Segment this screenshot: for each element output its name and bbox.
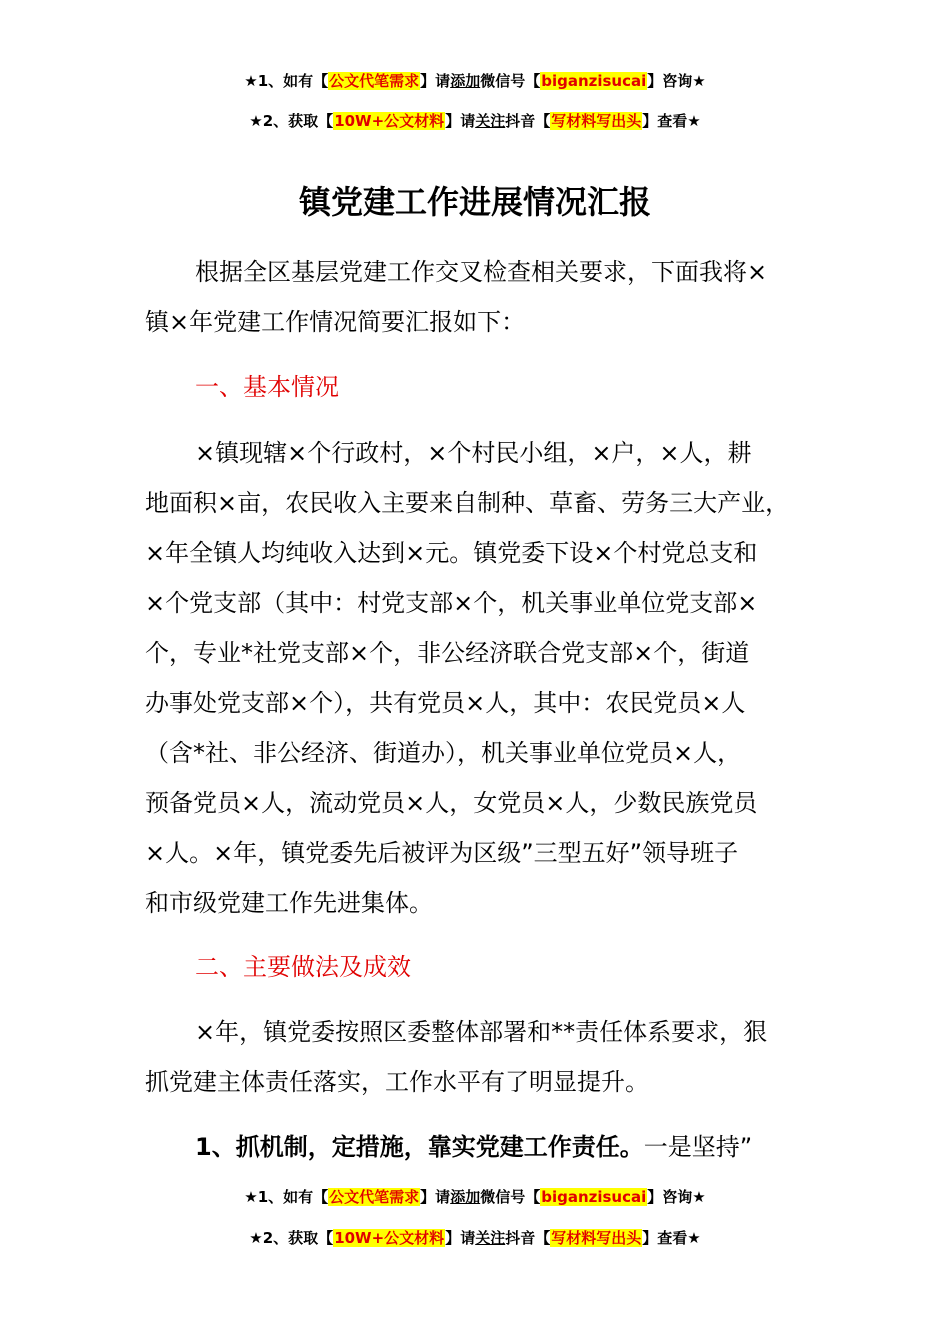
promo-text: 】请 bbox=[420, 1188, 451, 1206]
promo-text: 微信号【 bbox=[480, 72, 541, 90]
promo-text: ★1、如有【 bbox=[244, 1188, 329, 1206]
section2-paragraph bbox=[145, 1007, 825, 1107]
item-1-paragraph bbox=[145, 1122, 825, 1172]
promo-line-2-top bbox=[0, 110, 950, 132]
promo-text: ★1、如有【 bbox=[244, 72, 329, 90]
promo-douyin-id: 写材料写出头 bbox=[551, 1229, 642, 1247]
promo-wechat-id: biganzisucai bbox=[541, 72, 647, 90]
promo-highlight: 公文代笔需求 bbox=[329, 1188, 420, 1206]
promo-line-2-bottom bbox=[0, 1227, 950, 1249]
paragraph-line: 预备党员×人，流动党员×人，女党员×人，少数民族党员 bbox=[145, 789, 758, 817]
promo-highlight: 10W+公文材料 bbox=[334, 1229, 445, 1247]
paragraph-line: ×个党支部（其中：村党支部×个，机关事业单位党支部× bbox=[145, 589, 758, 617]
section1-paragraph bbox=[145, 428, 825, 928]
paragraph-line: （含*社、非公经济、街道办），机关事业单位党员×人， bbox=[145, 739, 742, 767]
text-run: ×镇现辖×个行政村，×个村民小组，×户，×人，耕 bbox=[195, 439, 752, 467]
promo-highlight: 10W+公文材料 bbox=[334, 112, 445, 130]
promo-text: 】查看★ bbox=[642, 1229, 701, 1247]
paragraph-line bbox=[145, 1122, 825, 1172]
promo-text: 】请 bbox=[445, 1229, 476, 1247]
promo-line-1-top bbox=[0, 70, 950, 92]
promo-text: 微信号【 bbox=[480, 1188, 541, 1206]
promo-line-1-bottom bbox=[0, 1186, 950, 1208]
intro-line-2: 镇×年党建工作情况简要汇报如下： bbox=[145, 308, 526, 336]
text-run: ×年，镇党委按照区委整体部署和**责任体系要求，狠 bbox=[195, 1018, 768, 1046]
promo-underline: 添加 bbox=[450, 1188, 481, 1206]
intro-paragraph bbox=[145, 247, 825, 347]
paragraph-line bbox=[145, 428, 825, 478]
paragraph-line: 抓党建主体责任落实，工作水平有了明显提升。 bbox=[145, 1068, 649, 1096]
text-run: 根据全区基层党建工作交叉检查相关要求，下面我将× bbox=[195, 258, 768, 286]
promo-underline: 添加 bbox=[450, 72, 481, 90]
paragraph-line: 地面积×亩，农民收入主要来自制种、草畜、劳务三大产业， bbox=[145, 489, 790, 517]
document-title: 镇党建工作进展情况汇报 bbox=[298, 183, 651, 221]
paragraph-line: 个，专业*社党支部×个，非公经济联合党支部×个，街道 bbox=[145, 639, 750, 667]
promo-highlight: 公文代笔需求 bbox=[329, 72, 420, 90]
promo-douyin-id: 写材料写出头 bbox=[551, 112, 642, 130]
promo-text: 】请 bbox=[445, 112, 476, 130]
promo-underline: 关注 bbox=[475, 112, 506, 130]
promo-text: 】咨询★ bbox=[647, 1188, 706, 1206]
promo-text: ★2、获取【 bbox=[249, 112, 334, 130]
section-heading-measures: 二、主要做法及成效 bbox=[195, 953, 411, 981]
intro-line-1 bbox=[145, 247, 825, 297]
promo-wechat-id: biganzisucai bbox=[541, 1188, 647, 1206]
promo-underline: 关注 bbox=[475, 1229, 506, 1247]
item-1-bold-heading: 1、抓机制，定措施，靠实党建工作责任。 bbox=[195, 1133, 644, 1161]
promo-text: ★2、获取【 bbox=[249, 1229, 334, 1247]
text-run: 一是坚持” bbox=[643, 1133, 753, 1161]
promo-text: 】请 bbox=[420, 72, 451, 90]
paragraph-line: 办事处党支部×个），共有党员×人，其中：农民党员×人 bbox=[145, 689, 746, 717]
paragraph-line: 和市级党建工作先进集体。 bbox=[145, 889, 433, 917]
paragraph-line: ×年全镇人均纯收入达到×元。镇党委下设×个村党总支和 bbox=[145, 539, 758, 567]
promo-text: 】咨询★ bbox=[647, 72, 706, 90]
section-heading-basic: 一、基本情况 bbox=[195, 373, 339, 401]
promo-text: 抖音【 bbox=[505, 112, 551, 130]
promo-text: 】查看★ bbox=[642, 112, 701, 130]
promo-text: 抖音【 bbox=[505, 1229, 551, 1247]
paragraph-line bbox=[145, 1007, 825, 1057]
paragraph-line: ×人。×年，镇党委先后被评为区级”三型五好”领导班子 bbox=[145, 839, 739, 867]
